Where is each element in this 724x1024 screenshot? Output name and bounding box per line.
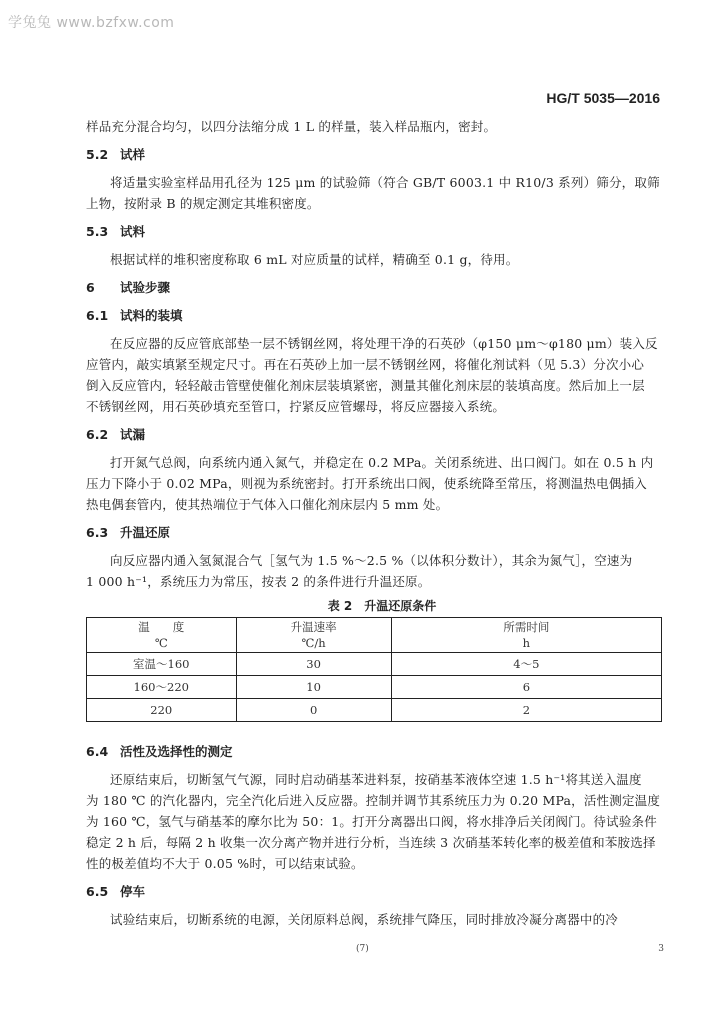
table-title: 表 2 升温还原条件 [327,599,437,613]
table-cell: 30 [236,653,391,676]
table-row [87,699,662,722]
section-heading: 6.1 试料的装填 [86,308,183,323]
footer [86,942,678,956]
table-cell: 2 [391,699,661,722]
paragraph-line: 还原结束后，切断氢气气源，同时启动硝基苯进料泵，按硝基苯液体空速 1.5 h⁻¹将其送入温度 [110,772,642,787]
paragraph-line: 上物，按附录 B 的规定测定其堆积密度。 [86,196,320,211]
paragraph-line: 在反应器的反应管底部垫一层不锈钢丝网，将处理干净的石英砂（φ150 μm～φ180 μm）装入反 [110,336,658,351]
paragraph-line: 倒入反应管内，轻轻敲击管壁使催化剂床层装填紧密，测量其催化剂床层的装填高度。然后加上一层 [86,378,645,393]
table-cell: 160～220 [87,676,237,699]
footer-code: (7) [356,944,369,954]
table-header-row [87,618,662,653]
header-cell: 升温速率 ℃/h [236,618,391,653]
paragraph-line: 向反应器内通入氢氮混合气［氢气为 1.5 %～2.5 %（以体积分数计），其余为氮气］，空速为 [110,553,633,568]
paragraph-line: 1 000 h⁻¹，系统压力为常压，按表 2 的条件进行升温还原。 [86,574,431,589]
paragraph-line: 热电偶套管内，使其热端位于气体入口催化剂床层内 5 mm 处。 [86,497,449,512]
paragraph-line: 性的极差值均不大于 0.05 %时，可以结束试验。 [86,856,364,871]
table-cell: 220 [87,699,237,722]
section-heading: 6.2 试漏 [86,427,146,442]
section-heading: 6.3 升温还原 [86,525,171,540]
paragraph-line: 为 180 ℃ 的汽化器内，完全汽化后进入反应器。控制并调节其系统压力为 0.20 MPa，活性测定温度 [86,793,661,808]
paragraph-line: 不锈钢丝网，用石英砂填充至管口，拧紧反应管螺母，将反应器接入系统。 [86,399,506,414]
paragraph-line: 打开氮气总阀，向系统内通入氮气，并稳定在 0.2 MPa。关闭系统进、出口阀门。如在 0.5 h 内 [110,455,654,470]
paragraph-line: 应管内，敲实填紧至规定尺寸。再在石英砂上加一层不锈钢丝网，将催化剂试料（见 5.3）分次小心 [86,357,645,372]
paragraph-line: 压力下降小于 0.02 MPa，则视为系统密封。打开系统出口阀，使系统降至常压，将测温热电偶插入 [86,476,647,491]
watermark: 学兔兔 www.bzfxw.com [8,15,175,31]
section-heading: 6.4 活性及选择性的测定 [86,744,233,759]
paragraph-line: 为 160 ℃，氢气与硝基苯的摩尔比为 50：1。打开分离器出口阀，将水排净后关闭阀门。待试验条件 [86,814,657,829]
standard-number: HG/T 5035—2016 [546,90,660,106]
table-cell: 10 [236,676,391,699]
page-number: 3 [658,944,664,954]
header-cell: 所需时间 h [391,618,661,653]
table-cell: 4～5 [391,653,661,676]
document-body [86,116,678,956]
paragraph-line: 将适量实验室样品用孔径为 125 μm 的试验筛（符合 GB/T 6003.1 中 R10/3 系列）筛分，取筛 [110,175,660,190]
table-row [87,676,662,699]
paragraph-line: 样品充分混合均匀，以四分法缩分成 1 L 的样量，装入样品瓶内，密封。 [86,119,497,134]
section-heading: 6 试验步骤 [86,280,171,295]
heating-reduction-table [86,617,662,722]
section-heading: 6.5 停车 [86,884,146,899]
table-cell: 0 [236,699,391,722]
paragraph-line: 根据试样的堆积密度称取 6 mL 对应质量的试样，精确至 0.1 g，待用。 [110,252,519,267]
header-cell: 温 度 ℃ [87,618,237,653]
table-cell: 6 [391,676,661,699]
section-heading: 5.2 试样 [86,147,146,162]
table-row [87,653,662,676]
table-cell: 室温～160 [87,653,237,676]
paragraph-line: 稳定 2 h 后，每隔 2 h 收集一次分离产物并进行分析，当连续 3 次硝基苯转化率的极差值和苯胺选择 [86,835,656,850]
section-heading: 5.3 试料 [86,224,146,239]
paragraph-line: 试验结束后，切断系统的电源，关闭原料总阀，系统排气降压，同时排放冷凝分离器中的冷 [110,912,619,927]
